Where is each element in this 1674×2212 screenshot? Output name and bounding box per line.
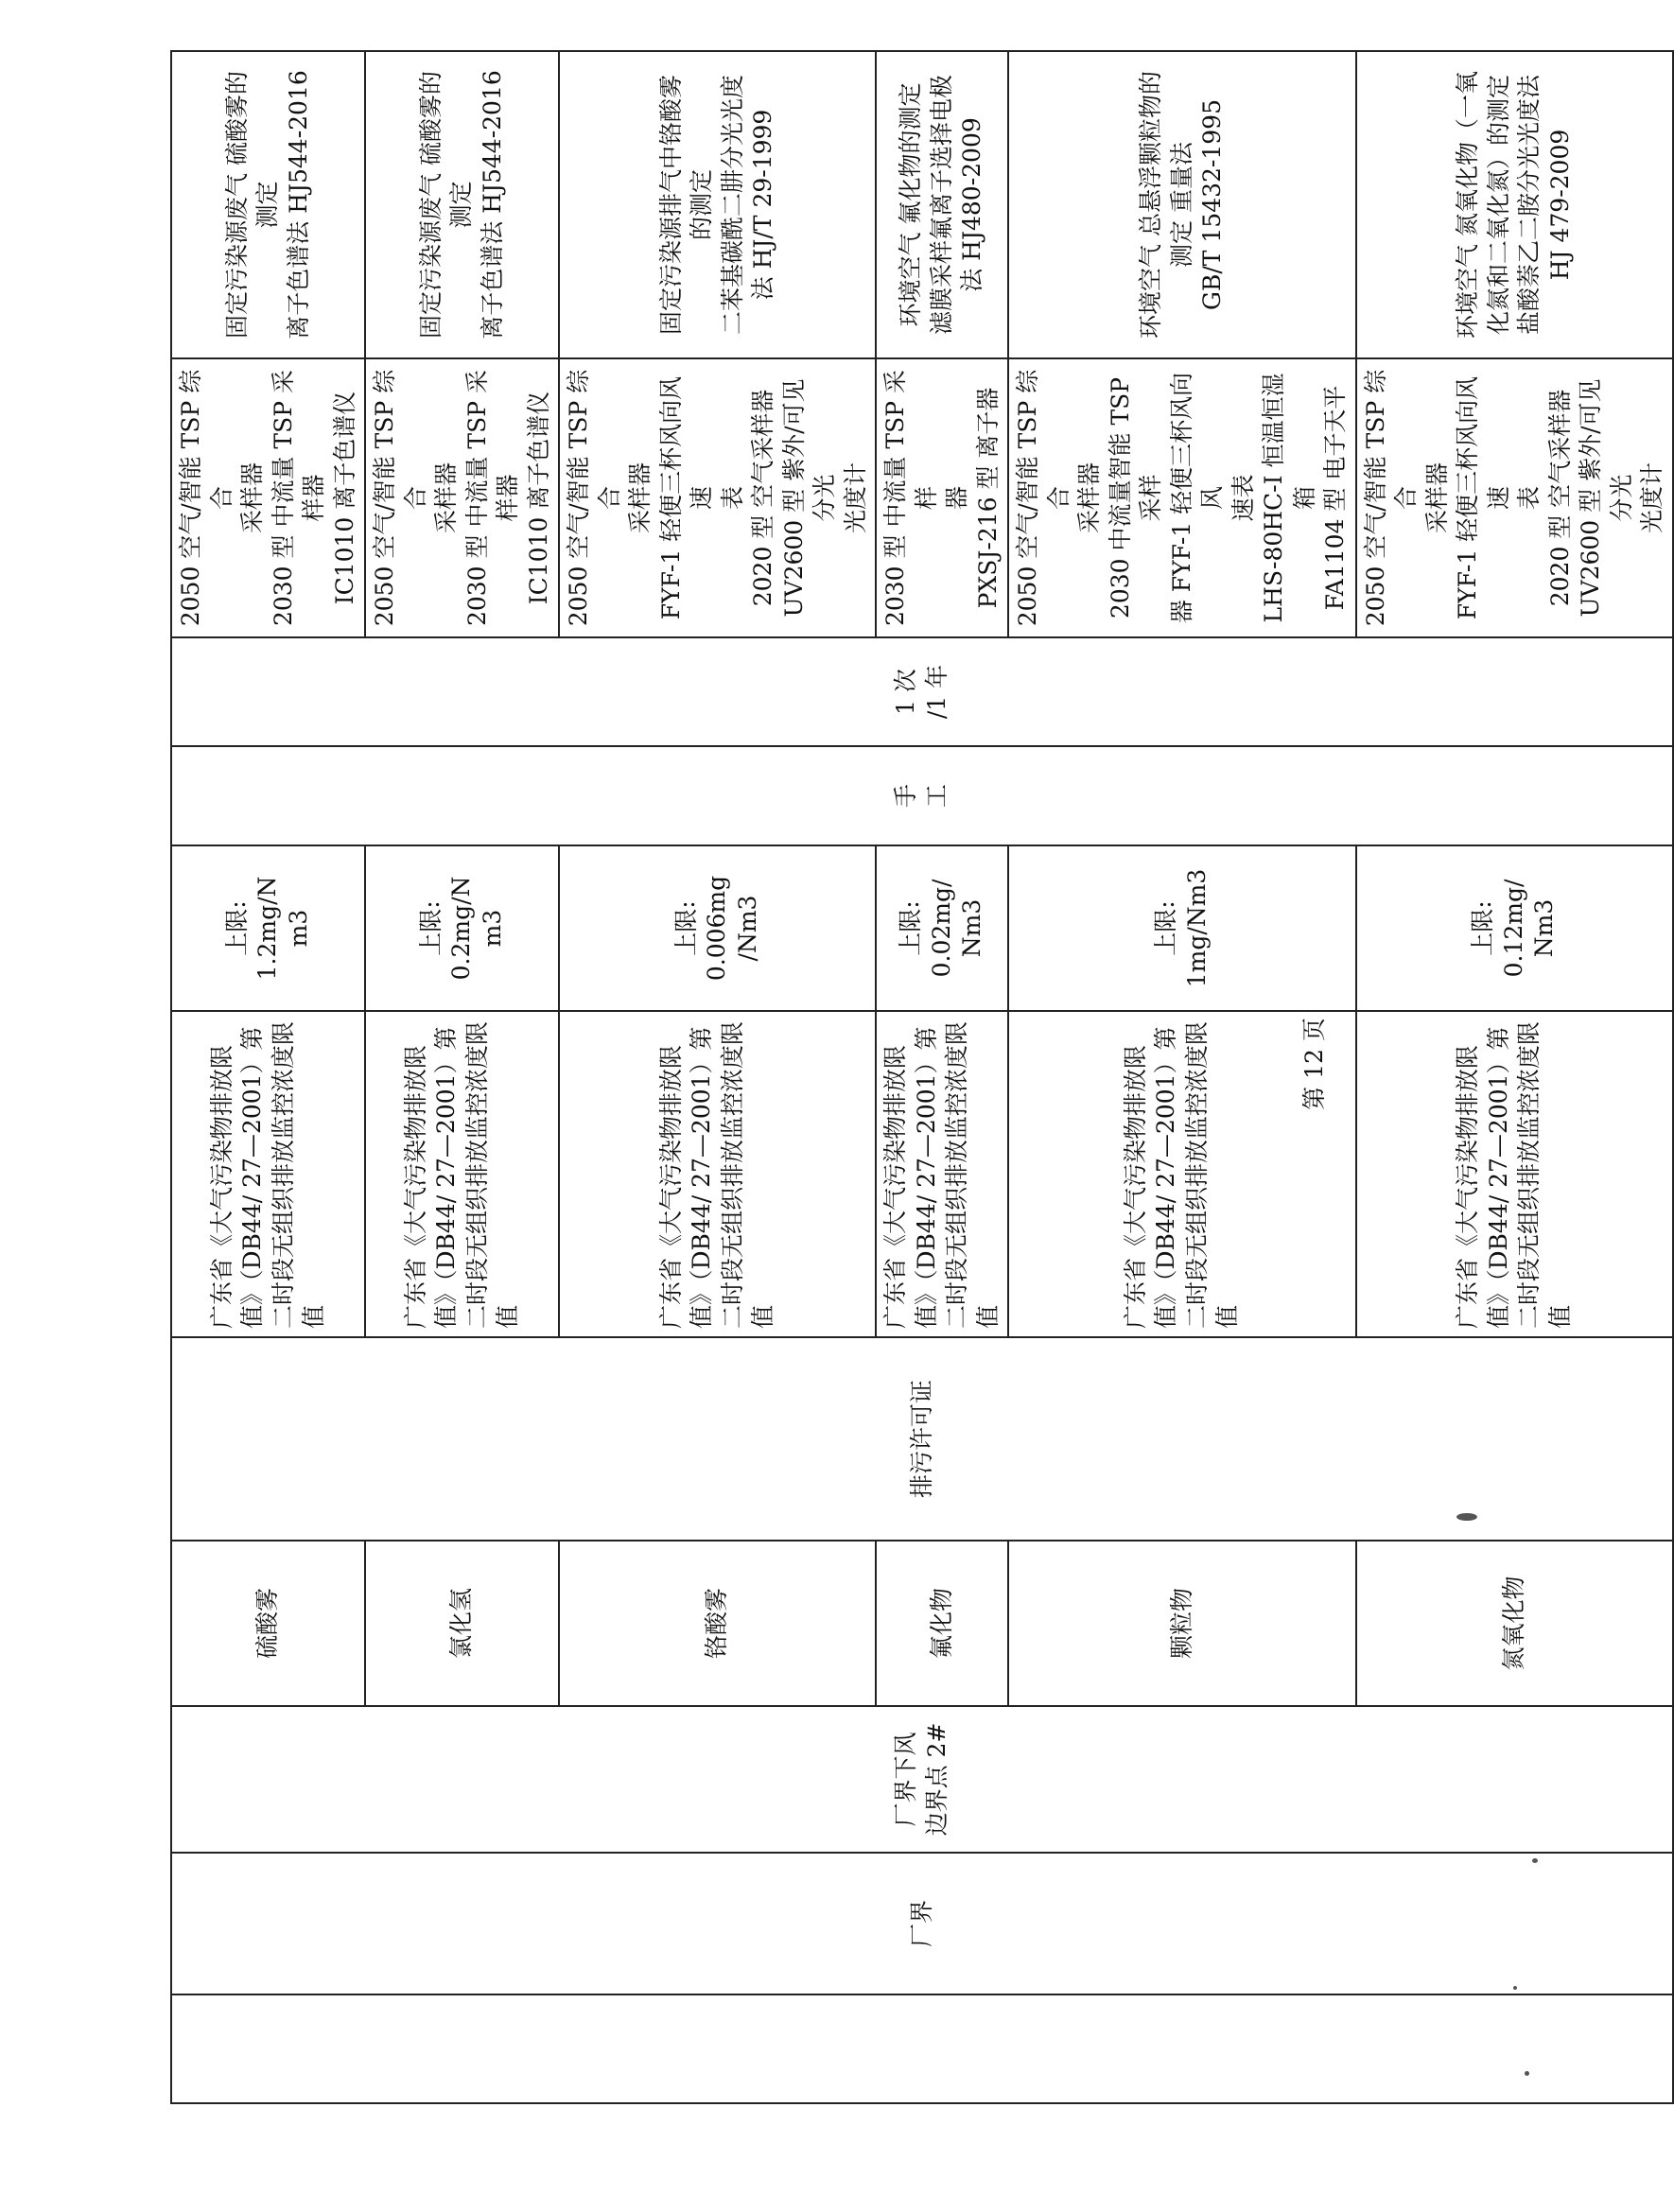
page-number: 第 12 页: [1300, 1018, 1328, 1110]
pollutant-cell: 氮氧化物: [1356, 1541, 1673, 1706]
frequency-cell: 1 次 /1 年: [171, 637, 1673, 746]
standard-cell: 广东省《大气污染物排放限值》（DB44/ 27—2001）第二时段无组织排放监控浓度限值: [1008, 1011, 1356, 1337]
instruments-cell: 2030 型 中流量 TSP 采样 器 PXSJ-216 型 离子器: [876, 358, 1008, 637]
scan-mark: [1456, 1513, 1477, 1521]
pollutant-cell: 硫酸雾: [171, 1541, 365, 1706]
analysis-method-cell: 固定污染源废气 硫酸雾的 测定 离子色谱法 HJ544-2016: [171, 51, 365, 358]
analysis-method-cell: 环境空气 氮氧化物（一氧 化氮和二氧化氮）的测定 盐酸萘乙二胺分光光度法 HJ 479-2009: [1356, 51, 1673, 358]
instruments-cell: 2050 空气/智能 TSP 综合 采样器 FYF-1 轻便三杯风向风速 表 2020 型 空气采样器 UV2600 型 紫外/可见分光 光度计: [1356, 358, 1673, 637]
scan-mark: [1532, 1858, 1538, 1863]
standard-cell: 广东省《大气污染物排放限值》（DB44/ 27—2001）第二时段无组织排放监控浓度限值: [559, 1011, 876, 1337]
basis-cell: 排污许可证: [171, 1337, 1673, 1541]
instruments-cell: 2050 空气/智能 TSP 综合 采样器 FYF-1 轻便三杯风向风速 表 2020 型 空气采样器 UV2600 型 紫外/可见分光 光度计: [559, 358, 876, 637]
analysis-method-cell: 环境空气 氟化物的测定 滤膜采样氟离子选择电极 法 HJ480-2009: [876, 51, 1008, 358]
instruments-cell: 2050 空气/智能 TSP 综合 采样器 2030 中流量智能 TSP 采样 器 FYF-1 轻便三杯风向风 速表 LHS-80HC-I 恒温恒湿箱 FA1104 型 电子天平: [1008, 358, 1356, 637]
standard-cell: 广东省《大气污染物排放限值》（DB44/ 27—2001）第二时段无组织排放监控浓度限值: [171, 1011, 365, 1337]
blank-cell: [171, 1994, 1673, 2103]
analysis-method-cell: 固定污染源排气中铬酸雾 的测定 二苯基碳酰二肼分光光度 法 HJ/T 29-1999: [559, 51, 876, 358]
standard-cell: 广东省《大气污染物排放限值》（DB44/ 27—2001）第二时段无组织排放监控浓度限值: [876, 1011, 1008, 1337]
category-cell: 厂界: [171, 1853, 1673, 1994]
analysis-method-cell: 环境空气 总悬浮颗粒物的 测定 重量法 GB/T 15432-1995: [1008, 51, 1356, 358]
pollutant-cell: 颗粒物: [1008, 1541, 1356, 1706]
scan-mark: [1513, 1986, 1517, 1990]
limit-cell: 上限: 1mg/Nm3: [1008, 845, 1356, 1011]
method-mode-cell: 手 工: [171, 746, 1673, 845]
standard-cell: 广东省《大气污染物排放限值》（DB44/ 27—2001）第二时段无组织排放监控浓度限值: [1356, 1011, 1673, 1337]
point-cell: 厂界下风 边界点 2#: [171, 1706, 1673, 1853]
limit-cell: 上限: 0.12mg/ Nm3: [1356, 845, 1673, 1011]
pollutant-cell: 氟化物: [876, 1541, 1008, 1706]
pollutant-cell: 氯化氢: [365, 1541, 559, 1706]
instruments-cell: 2050 空气/智能 TSP 综合 采样器 2030 型 中流量 TSP 采样器 IC1010 离子色谱仪: [365, 358, 559, 637]
pollutant-cell: 铬酸雾: [559, 1541, 876, 1706]
scan-mark: [1525, 2071, 1529, 2076]
limit-cell: 上限: 0.02mg/ Nm3: [876, 845, 1008, 1011]
monitoring-table: [170, 50, 1674, 2104]
table-row: [171, 51, 365, 2103]
limit-cell: 上限: 1.2mg/N m3: [171, 845, 365, 1011]
limit-cell: 上限: 0.006mg /Nm3: [559, 845, 876, 1011]
limit-cell: 上限: 0.2mg/N m3: [365, 845, 559, 1011]
analysis-method-cell: 固定污染源废气 硫酸雾的 测定 离子色谱法 HJ544-2016: [365, 51, 559, 358]
standard-cell: 广东省《大气污染物排放限值》（DB44/ 27—2001）第二时段无组织排放监控浓度限值: [365, 1011, 559, 1337]
instruments-cell: 2050 空气/智能 TSP 综合 采样器 2030 型 中流量 TSP 采样器 IC1010 离子色谱仪: [171, 358, 365, 637]
